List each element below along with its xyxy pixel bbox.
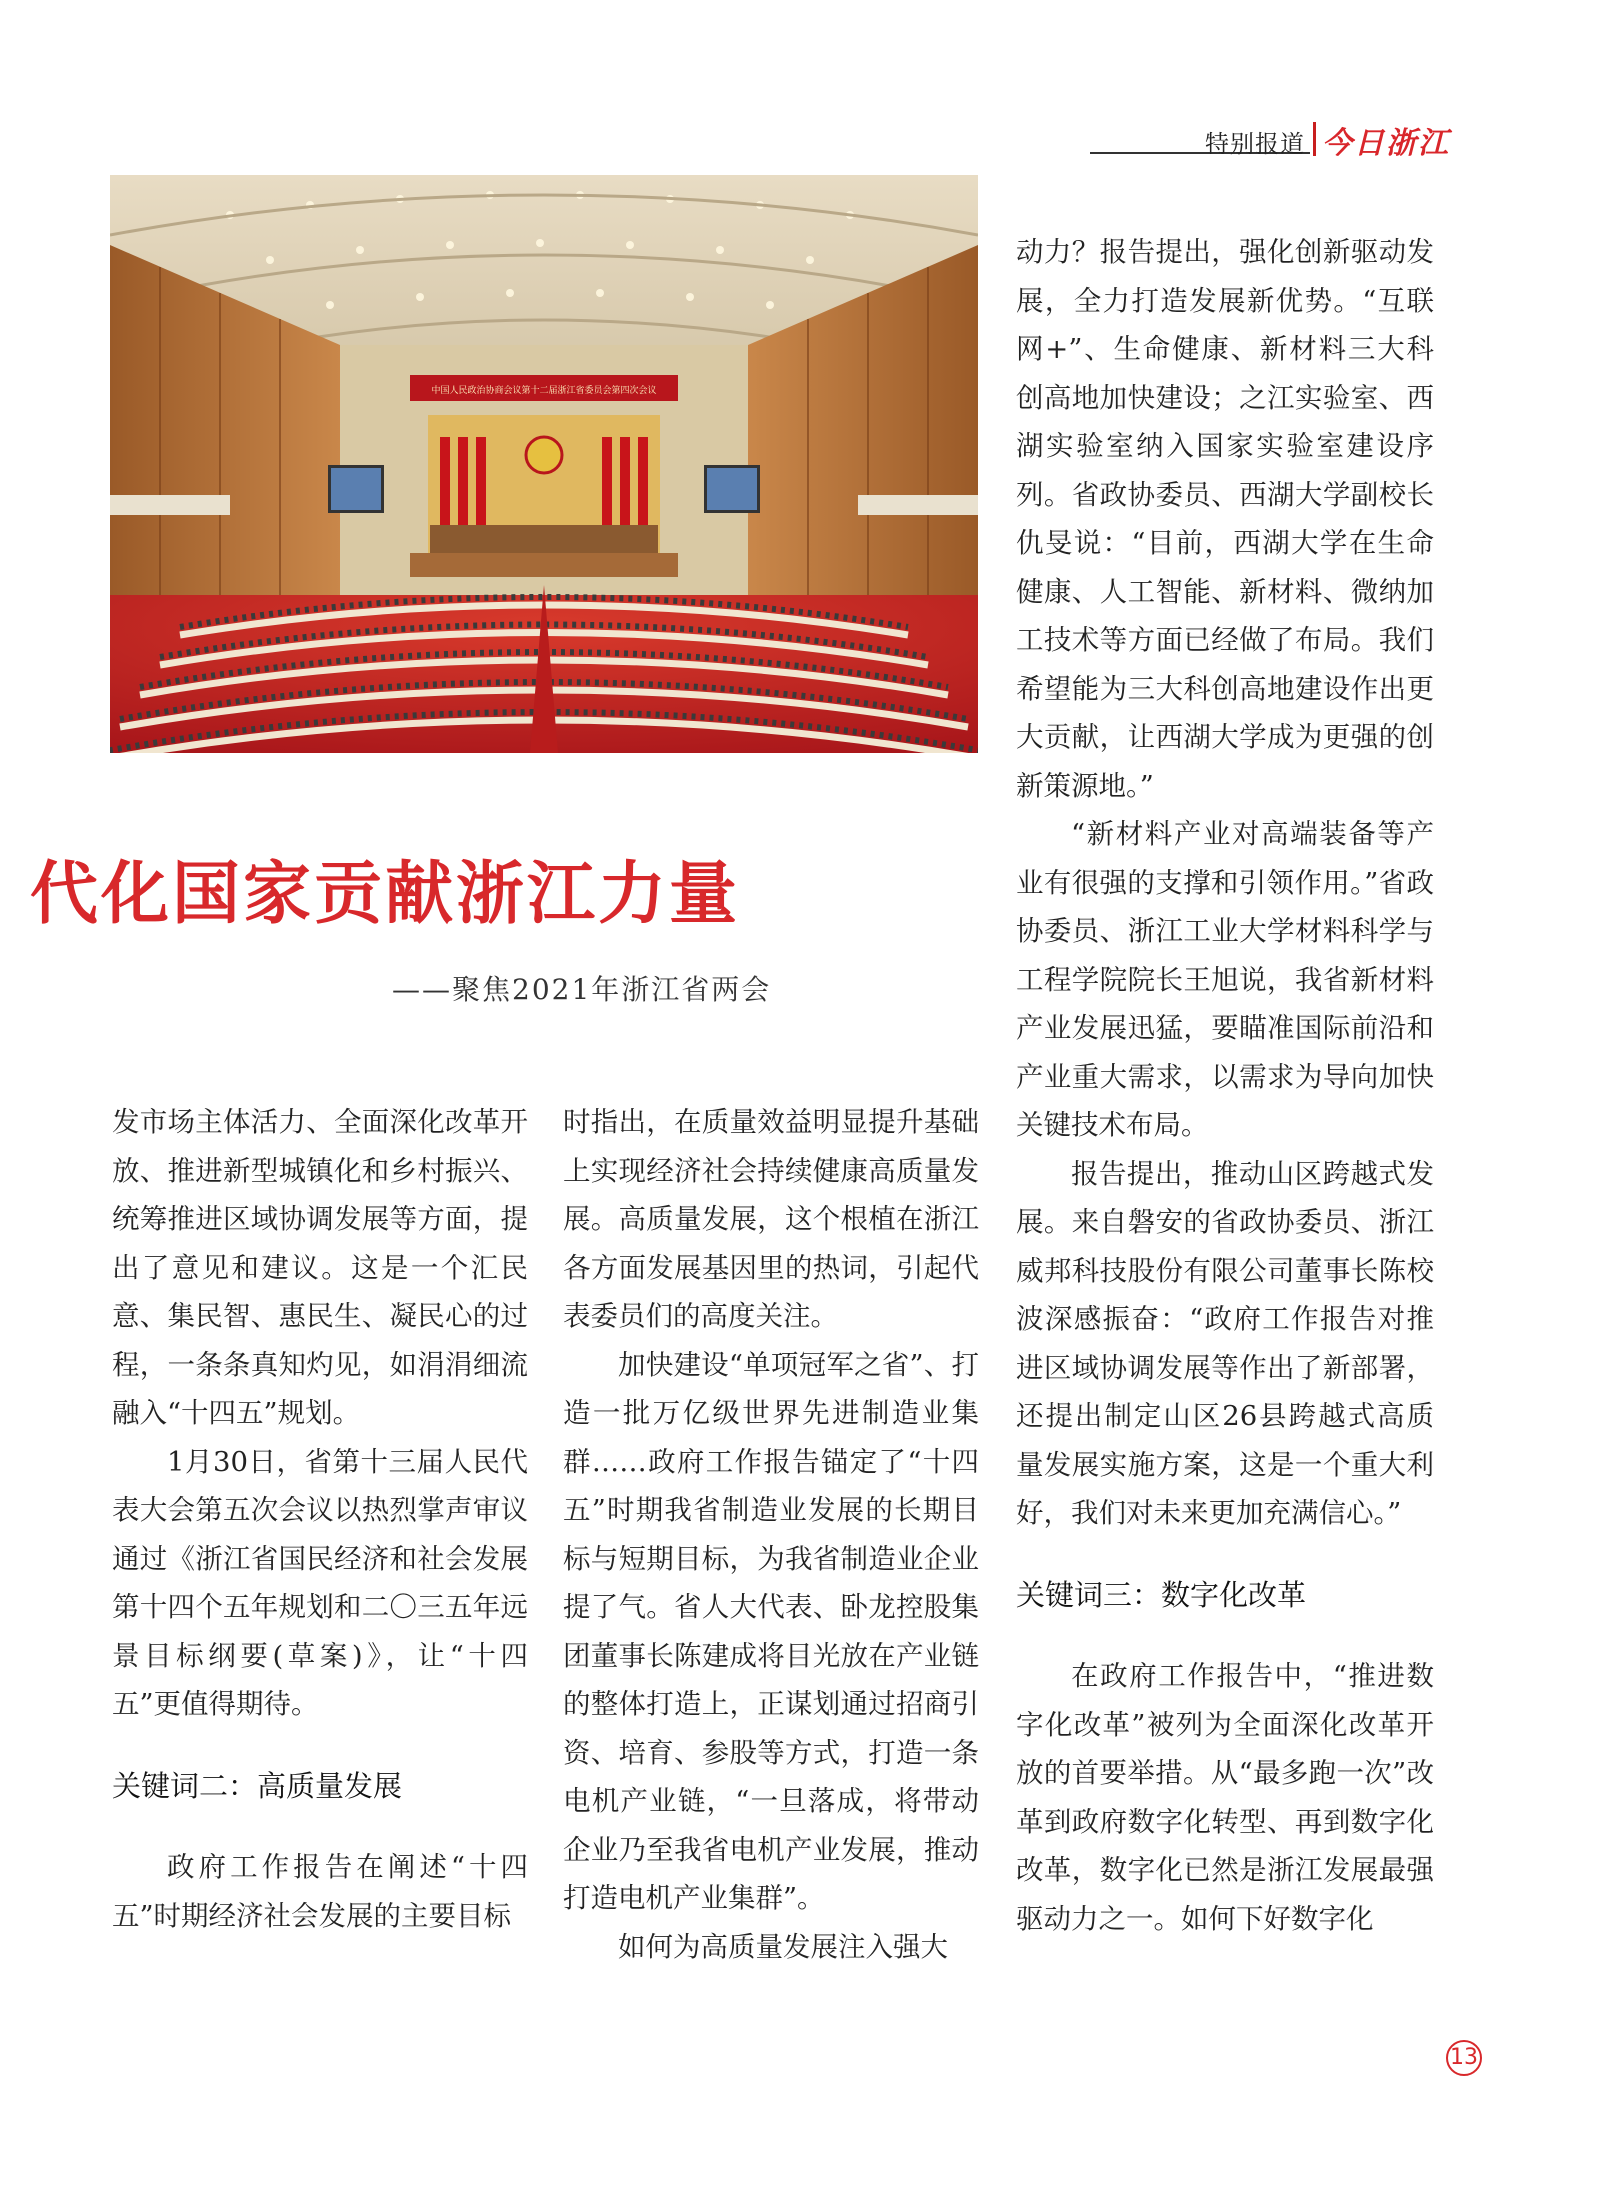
section-heading-keyword-2: 关键词二：高质量发展 [112, 1768, 403, 1803]
text-column-middle [563, 1098, 979, 1971]
section-heading-keyword-3: 关键词三：数字化改革 [1016, 1577, 1307, 1612]
page-number: 13 [1446, 2040, 1482, 2076]
paragraph: 时指出，在质量效益明显提升基础上实现经济社会持续健康高质量发展。高质量发展，这个根植在浙江各方面发展基因里的热词，引起代表委员们的高度关注。 [563, 1106, 979, 1332]
paragraph: 报告提出，推动山区跨越式发展。来自磐安的省政协委员、浙江威邦科技股份有限公司董事长陈校波深感振奋：“政府工作报告对推进区域协调发展等作出了新部署，还提出制定山区26县跨越式高质量发展实施方案，这是一个重大利好，我们对未来更加充满信心。” [1016, 1157, 1434, 1529]
article-headline: 代化国家贡献浙江力量 [30, 855, 741, 934]
paragraph: 1月30日，省第十三届人民代表大会第五次会议以热烈掌声审议通过《浙江省国民经济和社会发展第十四个五年规划和二〇三五年远景目标纲要(草案)》，让“十四五”更值得期待。 [112, 1445, 528, 1720]
text-column-left [112, 1098, 528, 1940]
paragraph: 动力？报告提出，强化创新驱动发展，全力打造发展新优势。“互联网+”、生命健康、新材料三大科创高地加快建设；之江实验室、西湖实验室纳入国家实验室建设序列。省政协委员、西湖大学副校长仇旻说：“目前，西湖大学在生命健康、人工智能、新材料、微纳加工技术等方面已经做了布局。我们希望能为三大科创高地建设作出更大贡献，让西湖大学成为更强的创新策源地。” [1016, 236, 1434, 802]
paragraph: 如何为高质量发展注入强大 [618, 1930, 948, 1963]
hall-banner-text: 中国人民政治协商会议第十二届浙江省委员会第四次会议 [431, 386, 657, 396]
text-column-right [1016, 228, 1434, 1943]
article-subheadline: ——聚焦2021年浙江省两会 [392, 973, 772, 1006]
paragraph: 在政府工作报告中，“推进数字化改革”被列为全面深化改革开放的首要举措。从“最多跑一次”改革到政府数字化转型、再到数字化改革，数字化已然是浙江发展最强驱动力之一。如何下好数字化 [1016, 1660, 1434, 1935]
paragraph: 发市场主体活力、全面深化改革开放、推进新型城镇化和乡村振兴、统筹推进区域协调发展等方面，提出了意见和建议。这是一个汇民意、集民智、惠民生、凝民心的过程，一条条真知灼见，如涓涓细流融入“十四五”规划。 [112, 1106, 528, 1429]
magazine-logo: 今日浙江 [1322, 126, 1450, 161]
assembly-hall-photo [110, 175, 978, 753]
header-divider [1313, 122, 1316, 156]
section-label: 特别报道 [1205, 130, 1305, 158]
paragraph: 加快建设“单项冠军之省”、打造一批万亿级世界先进制造业集群……政府工作报告锚定了“十四五”时期我省制造业发展的长期目标与短期目标，为我省制造业企业提了气。省人大代表、卧龙控股集团董事长陈建成将目光放在产业链的整体打造上，正谋划通过招商引资、培育、参股等方式，打造一条电机产业链，“一旦落成，将带动企业乃至我省电机产业发展，推动打造电机产业集群”。 [563, 1348, 979, 1914]
paragraph: 政府工作报告在阐述“十四五”时期经济社会发展的主要目标 [112, 1851, 528, 1932]
paragraph: “新材料产业对高端装备等产业有很强的支撑和引领作用。”省政协委员、浙江工业大学材料科学与工程学院院长王旭说，我省新材料产业发展迅猛，要瞄准国际前沿和产业重大需求，以需求为导向加快关键技术布局。 [1016, 818, 1434, 1141]
